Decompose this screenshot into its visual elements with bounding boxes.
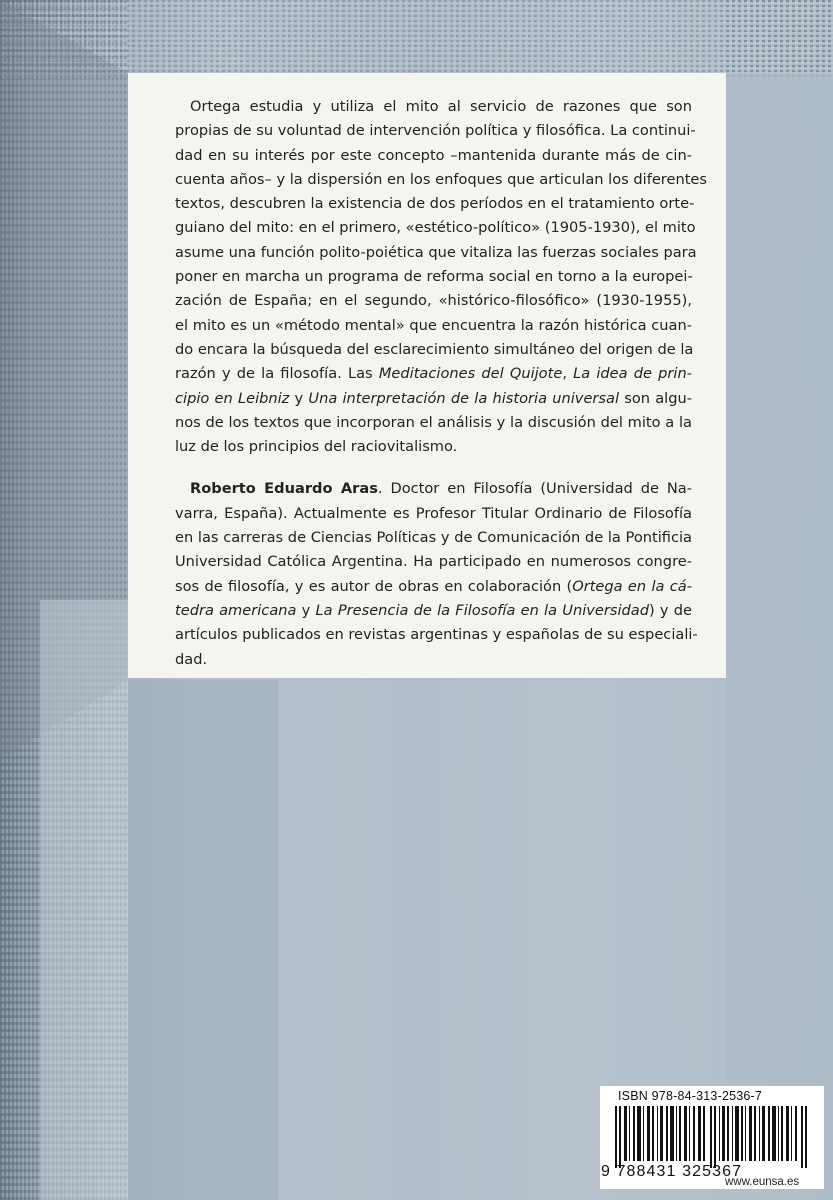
synopsis-line: poner en marcha un programa de reforma social en torno a la europei- [175,268,693,286]
synopsis-line: asume una función polito-poiética que vitaliza las fuerzas sociales para [175,243,697,261]
bio-line: dad. [175,650,208,668]
bio-line: sos de filosofía, y es autor de obras en colaboración (Ortega en la cá- [175,577,692,595]
book-title: La idea de prin- [573,365,693,383]
bio-line: varra, España). Actualmente es Profesor Titular Ordinario de Filosofía [175,504,692,522]
synopsis-line: Ortega estudia y utiliza el mito al servicio de razones que son [190,98,692,115]
bio-line: en las carreras de Ciencias Políticas y de Comunicación de la Pontificia [175,529,692,547]
publisher-website[interactable]: www.eunsa.es [725,1176,800,1188]
barcode-digits: 9 788431 325367 [601,1163,743,1180]
bio-line: Roberto Eduardo Aras. Doctor en Filosofía (Universidad de Na- [190,480,692,498]
author-bio-paragraph [175,477,698,671]
isbn-barcode-box [600,1086,824,1189]
author-name: Roberto Eduardo Aras [190,480,378,498]
barcode-icon [613,1106,813,1168]
book-title: tedra americana [175,601,297,619]
synopsis-line: propias de su voluntad de intervención política y filosófica. La continui- [175,122,696,140]
synopsis-line: el mito es un «método mental» que encuentra la razón histórica cuan- [175,316,692,334]
bio-line: artículos publicados en revistas argentinas y españolas de su especiali- [175,626,698,644]
synopsis-line: textos, descubren la existencia de dos períodos en el tratamiento orte- [175,195,695,213]
synopsis-line: dad en su interés por este concepto –mantenida durante más de cin- [175,146,692,164]
synopsis-line: do encara la búsqueda del esclarecimiento simultáneo del origen de la [175,340,694,358]
synopsis-line: luz de los principios del raciovitalismo. [175,438,458,456]
synopsis-line: guiano del mito: en el primero, «estético-político» (1905-1930), el mito [175,219,696,237]
synopsis-line: cuenta años– y la dispersión en los enfoques que articulan los diferentes [175,170,708,188]
book-title: Una interpretación de la historia universal [308,389,620,407]
book-title: cipio en Leibniz [175,389,290,407]
synopsis-line: zación de España; en el segundo, «histórico-filosófico» (1930-1955), [175,292,692,310]
synopsis-paragraph [175,95,708,459]
synopsis-line: nos de los textos que incorporan el análisis y la discusión del mito a la [175,413,692,431]
isbn-label: ISBN 978-84-313-2536-7 [618,1089,763,1103]
book-title: Ortega en la cá- [572,577,692,595]
synopsis-line: razón y de la filosofía. Las Meditaciones del Quijote, La idea de prin- [175,365,693,383]
synopsis-line: cipio en Leibniz y Una interpretación de la historia universal son algu- [175,389,692,407]
book-title: Meditaciones del Quijote [378,365,563,383]
book-title: La Presencia de la Filosofía en la Universidad [315,601,649,619]
bio-line: Universidad Católica Argentina. Ha participado en numerosos congre- [175,553,692,571]
bio-line: tedra americana y La Presencia de la Filosofía en la Universidad) y de [175,601,692,619]
back-cover-text-panel [128,73,726,678]
